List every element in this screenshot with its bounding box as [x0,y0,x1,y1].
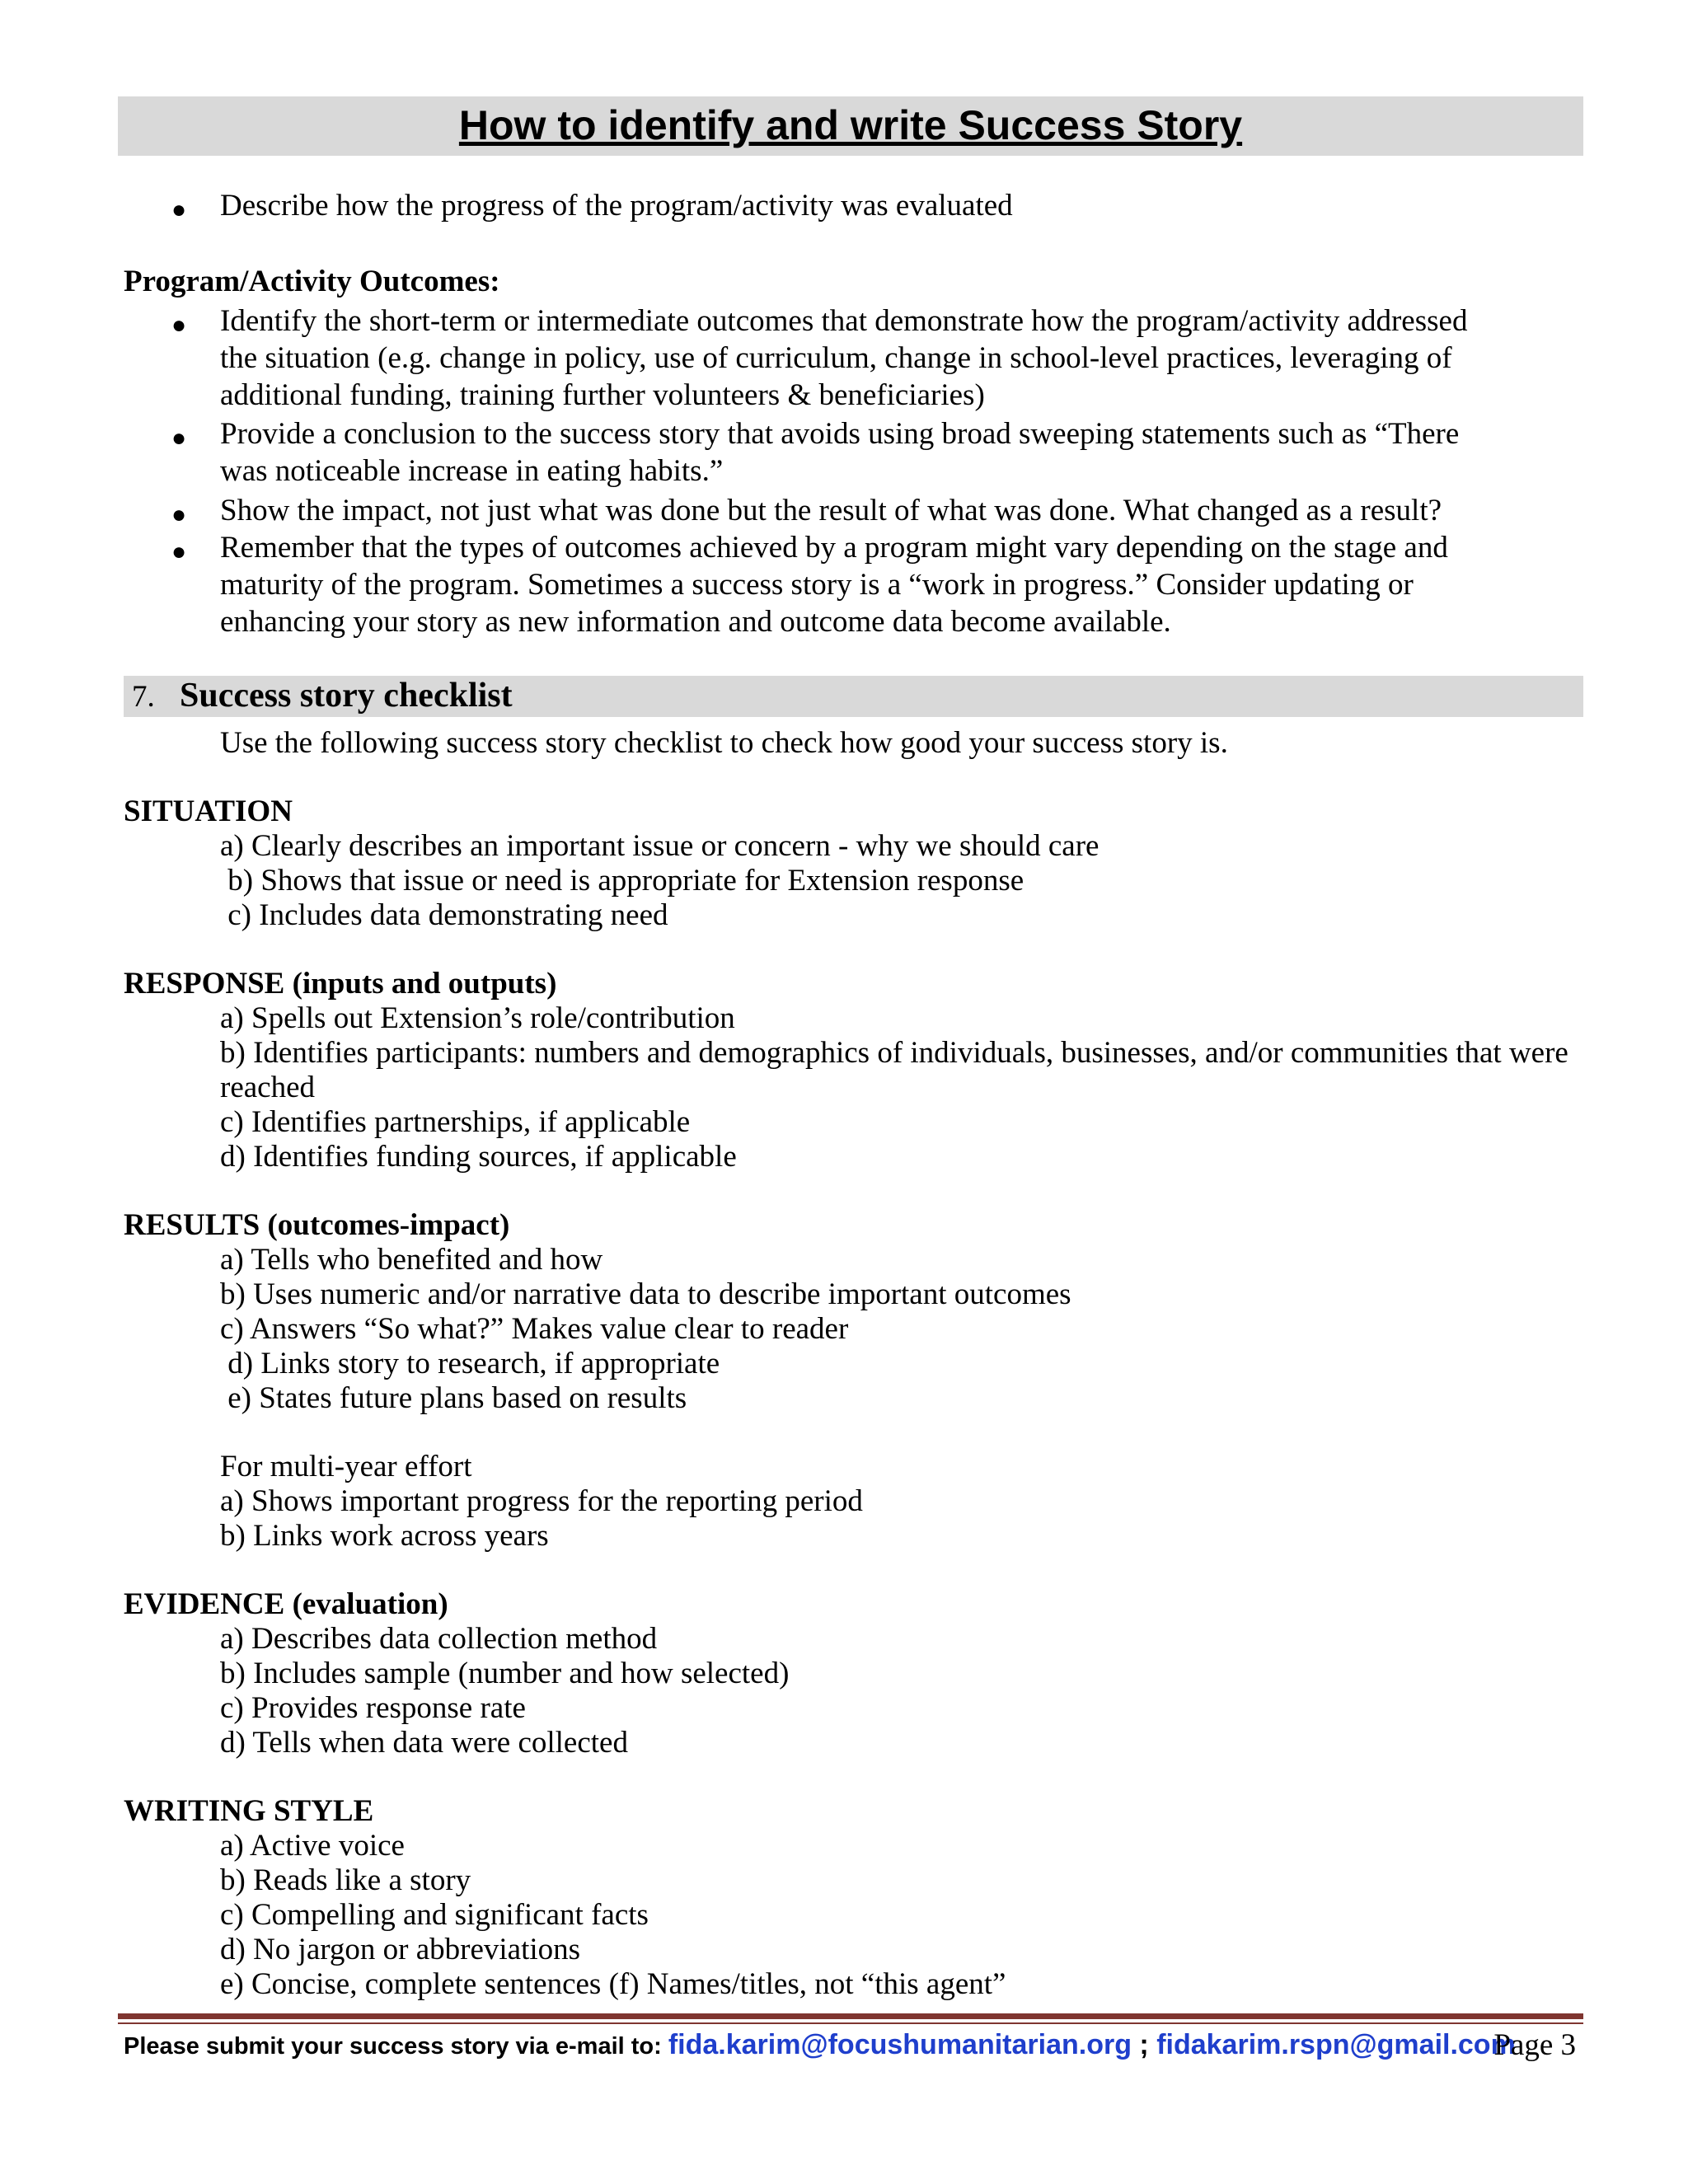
writing-style-heading: WRITING STYLE [124,1794,374,1828]
writing-style-item-c: c) Compelling and significant facts [220,1898,649,1932]
footer-prefix: Please submit your success story via e-mail to: [124,2033,668,2060]
title-bar [118,96,1583,156]
evidence-item-d: d) Tells when data were collected [220,1726,628,1760]
results-heading: RESULTS (outcomes-impact) [124,1208,510,1242]
situation-item-b: b) Shows that issue or need is appropriate for Extension response [220,864,1025,898]
outcome-bullet-2-line-2: was noticeable increase in eating habits.” [220,454,724,488]
writing-style-item-b: b) Reads like a story [220,1863,471,1897]
situation-item-c: c) Includes data demonstrating need [220,898,668,932]
bullet-icon: ● [171,501,187,528]
section-7-bar [124,676,1583,717]
page-number: Page 3 [1493,2028,1576,2062]
response-item-b: b) Identifies participants: numbers and demographics of individuals, businesses, and/or communities that were [220,1036,1568,1070]
bullet-icon: ● [171,424,187,452]
bullet-icon: ● [171,312,187,339]
results-item-c: c) Answers “So what?” Makes value clear to reader [220,1312,849,1346]
writing-style-item-e: e) Concise, complete sentences (f) Names/titles, not “this agent” [220,1967,1006,2001]
writing-style-item-a: a) Active voice [220,1829,405,1863]
results-item-b: b) Uses numeric and/or narrative data to describe important outcomes [220,1277,1071,1311]
response-item-b-cont: reached [220,1071,316,1104]
outcome-bullet-1-line-2: the situation (e.g. change in policy, use of curriculum, change in school-level practices, leveraging of [220,341,1452,375]
footer-separator: ; [1131,2029,1157,2060]
situation-item-a: a) Clearly describes an important issue or concern - why we should care [220,829,1100,863]
bullet-icon: ● [171,538,187,565]
multi-year-item-b: b) Links work across years [220,1519,549,1553]
response-item-c: c) Identifies partnerships, if applicable [220,1105,691,1139]
outcomes-heading: Program/Activity Outcomes: [124,265,500,298]
outcome-bullet-2-line-1: Provide a conclusion to the success story that avoids using broad sweeping statements such as “There [220,417,1460,451]
multi-year-label: For multi-year effort [220,1450,472,1483]
evidence-item-a: a) Describes data collection method [220,1622,658,1656]
evidence-heading: EVIDENCE (evaluation) [124,1587,448,1621]
intro-bullet-text: Describe how the progress of the program/activity was evaluated [220,189,1013,223]
section-number: 7. [132,680,155,714]
outcome-bullet-4-line-1: Remember that the types of outcomes achieved by a program might vary depending on the stage and [220,531,1448,565]
results-item-d: d) Links story to research, if appropriate [220,1347,720,1380]
email-link-2[interactable]: fidakarim.rspn@gmail.com [1156,2029,1516,2060]
evidence-item-b: b) Includes sample (number and how selected) [220,1657,790,1690]
footer [124,2029,1516,2061]
multi-year-item-a: a) Shows important progress for the reporting period [220,1484,863,1518]
outcome-bullet-1-line-1: Identify the short-term or intermediate outcomes that demonstrate how the program/activity addressed [220,304,1468,338]
response-item-a: a) Spells out Extension’s role/contribution [220,1001,735,1035]
section-title: Success story checklist [180,677,513,715]
results-item-a: a) Tells who benefited and how [220,1243,603,1277]
results-item-e: e) States future plans based on results [220,1381,687,1415]
section-intro: Use the following success story checklist to check how good your success story is. [220,726,1228,760]
outcome-bullet-4-line-3: enhancing your story as new information and outcome data become available. [220,605,1171,639]
footer-rule-thick [118,2013,1583,2019]
evidence-item-c: c) Provides response rate [220,1691,526,1725]
response-heading: RESPONSE (inputs and outputs) [124,967,557,1001]
footer-rule-thin [118,2022,1583,2024]
response-item-d: d) Identifies funding sources, if applicable [220,1140,737,1174]
outcome-bullet-4-line-2: maturity of the program. Sometimes a success story is a “work in progress.” Consider updating or [220,568,1414,602]
email-link-1[interactable]: fida.karim@focushumanitarian.org [668,2029,1132,2060]
page-title: How to identify and write Success Story [458,102,1243,148]
writing-style-item-d: d) No jargon or abbreviations [220,1933,581,1966]
situation-heading: SITUATION [124,794,293,828]
outcome-bullet-3-line-1: Show the impact, not just what was done but the result of what was done. What changed as a result? [220,494,1442,527]
outcome-bullet-1-line-3: additional funding, training further volunteers & beneficiaries) [220,378,985,412]
bullet-icon: ● [171,196,187,223]
